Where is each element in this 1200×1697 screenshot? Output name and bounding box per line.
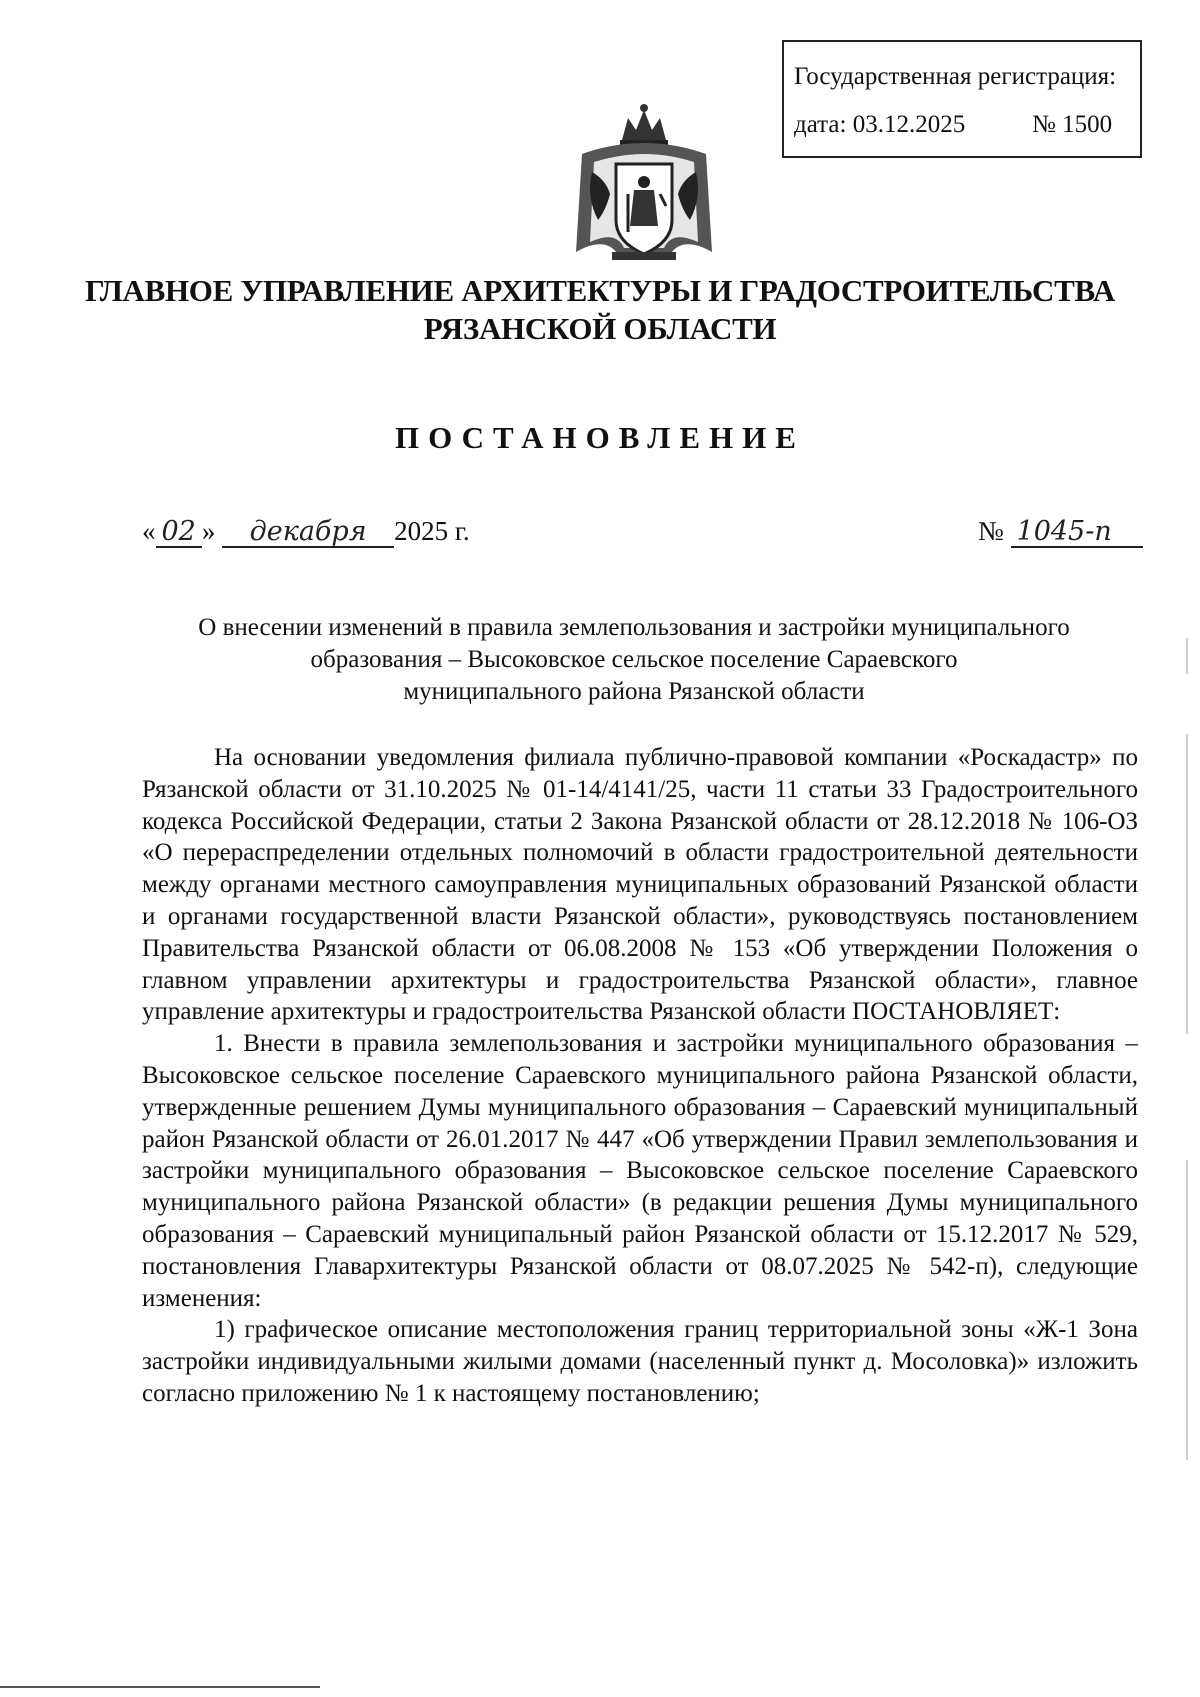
date-open-quote: « — [142, 516, 156, 546]
subject-line-1: О внесении изменений в правила землепользования и застройки муниципального — [198, 614, 1070, 641]
agency-name — [80, 272, 1120, 348]
date-month-handwritten: декабря — [222, 518, 394, 548]
state-registration-stamp — [782, 40, 1142, 158]
item-1-subitem-1-paragraph: 1) графическое описание местоположения границ территориальной зоны «Ж-1 Зона застройки индивидуальными жилыми домами (населенный пункт д. Мосоловка)» изложить согласно приложению № 1 к настоящему постановлению; — [142, 1316, 1138, 1407]
registration-date: дата: 03.12.2025 — [794, 111, 966, 138]
document-type-heading: ПОСТАНОВЛЕНИЕ — [395, 420, 805, 455]
subject-line-2: образования – Высоковское сельское поселение Сараевского — [310, 646, 958, 673]
registration-number: № 1500 — [1032, 111, 1113, 138]
agency-name-line-1: ГЛАВНОЕ УПРАВЛЕНИЕ АРХИТЕКТУРЫ И ГРАДОСТРОИТЕЛЬСТВА — [84, 273, 1115, 308]
coat-of-arms-icon — [572, 102, 717, 262]
subject-line-3: муниципального района Рязанской области — [403, 678, 865, 705]
scan-edge-mark — [1186, 1160, 1188, 1460]
number-prefix: № — [978, 516, 1004, 546]
document-subject — [130, 612, 1138, 708]
item-1-paragraph: 1. Внести в правила землепользования и застройки муниципального образования – Высоковское сельское поселение Сараевского муниципального района Рязанской области, утвержденные решением Думы муниципального образования – Сараевский муниципальный район Рязанской области от 26.01.2017 № 447 «Об утверждении Правил землепользования и застройки муниципального образования – Высоковское сельское поселение Сараевского муниципального района Рязанской области» (в редакции решения Думы муниципального образования – Сараевский муниципальный район Рязанской области от 15.12.2017 № 529, постановления Главархитектуры Рязанской области от 08.07.2025 № 542-п), следующие изменения: — [142, 1030, 1138, 1312]
agency-name-line-2: РЯЗАНСКОЙ ОБЛАСТИ — [423, 311, 777, 346]
scan-bottom-line — [0, 1686, 320, 1688]
date-close-quote: » — [201, 516, 216, 546]
document-date — [142, 516, 470, 548]
date-year: 2025 г. — [394, 516, 470, 546]
number-handwritten: 1045-п — [1011, 518, 1143, 548]
document-body — [142, 742, 1138, 1410]
document-number — [978, 516, 1143, 548]
scan-edge-mark — [1186, 638, 1188, 674]
date-day-handwritten: 02 — [156, 518, 202, 548]
scan-edge-mark — [1186, 734, 1188, 1034]
registration-title: Государственная регистрация: — [794, 63, 1117, 90]
preamble-paragraph: На основании уведомления филиала публично-правовой компании «Роскадастр» по Рязанской области от 31.10.2025 № 01-14/4141/25, части 11 статьи 33 Градостроительного кодекса Российской Федерации, статьи 2 Закона Рязанской области от 28.12.2018 № 106-ОЗ «О перераспределении отдельных полномочий в области градостроительной деятельности между органами местного самоуправления муниципальных образований Рязанской области и органами государственной власти Рязанской области», руководствуясь постановлением Правительства Рязанской области от 06.08.2008 № 153 «Об утверждении Положения о главном управлении архитектуры и градостроительства Рязанской области», главное управление архитектуры и градостроительства Рязанской области ПОСТАНОВЛЯЕТ: — [142, 744, 1138, 1026]
